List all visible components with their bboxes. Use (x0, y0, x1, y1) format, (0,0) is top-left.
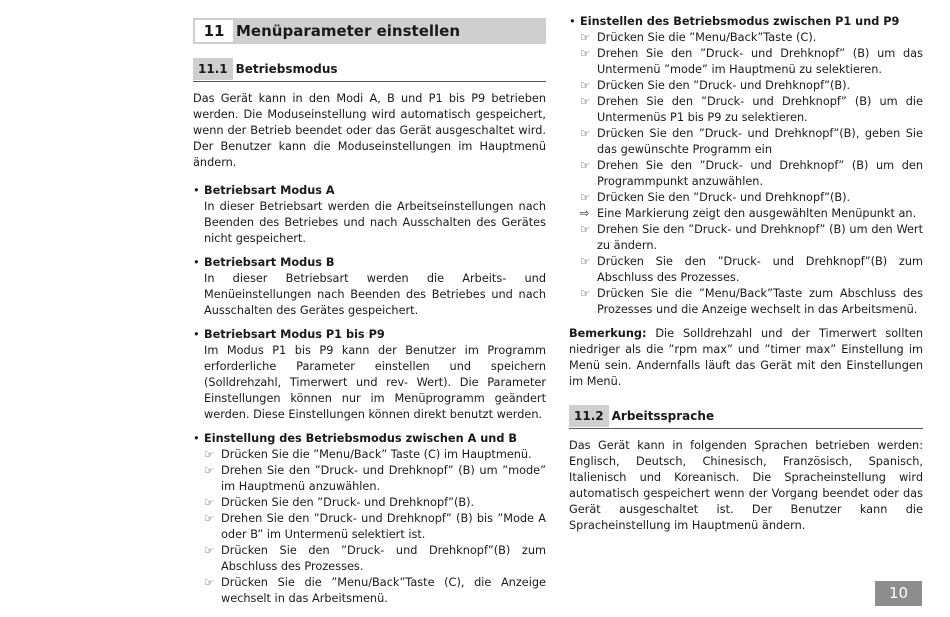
step-text: Drücken Sie den ”Druck- und Drehknopf”(B). (597, 79, 851, 92)
step-text: Eine Markierung zeigt den ausgewählten Menüpunkt an. (597, 207, 917, 220)
pointing-hand-icon: ☞ (204, 544, 215, 557)
procedure-step (580, 190, 923, 206)
pointing-hand-icon: ☞ (204, 448, 215, 461)
procedure-p1-p9 (569, 14, 923, 318)
step-text: Drücken Sie den ”Druck- und Drehknopf”(B) zum Abschluss des Prozesses. (597, 255, 923, 284)
pointing-hand-icon: ☞ (204, 464, 215, 477)
procedure-step (204, 575, 546, 607)
section-number: 11.1 (193, 58, 233, 80)
remark-text: Die Solldrehzahl und der Timerwert sollten niedriger als die ”rpm max” und ”timer max” Einstellung im Menü sein. Andernfalls läuft das Gerät mit den Einstellungen im Menü. (569, 327, 923, 388)
step-text: Drücken Sie den ”Druck- und Drehknopf”(B) zum Abschluss des Prozesses. (221, 544, 546, 573)
step-text: Drücken Sie die ”Menu/Back” Taste (C) im Hauptmenü. (221, 448, 532, 461)
procedure-step (580, 222, 923, 254)
step-text: Drehen Sie den ”Druck- und Drehknopf” (B) um den Programmpunkt anzuwählen. (597, 159, 923, 188)
step-text: Drücken Sie den ”Druck- und Drehknopf”(B). (221, 496, 475, 509)
remark-paragraph (569, 326, 923, 390)
pointing-hand-icon: ☞ (580, 287, 591, 300)
procedure-step (204, 543, 546, 575)
step-text: Drehen Sie den ”Druck- und Drehknopf” (B) um ”mode” im Hauptmenü anzuwählen. (221, 464, 546, 493)
bullet-heading: • Betriebsart Modus P1 bis P9 (204, 328, 385, 341)
bullet-heading: • Betriebsart Modus B (204, 256, 335, 269)
procedure-heading: • Einstellen des Betriebsmodus zwischen P1 und P9 (580, 15, 900, 28)
pointing-hand-icon: ☞ (204, 576, 215, 589)
right-column (569, 14, 923, 534)
procedure-step (580, 286, 923, 318)
procedure-step (204, 495, 546, 511)
left-column (193, 18, 546, 615)
language-paragraph: Das Gerät kann in folgenden Sprachen betrieben werden: Englisch, Deutsch, Chinesisch, Französisch, Spanisch, Italienisch und Koreanisch. Die Spracheinstellung wird automatisch gespeichert wenn der Vorgang beendet oder das Gerät ausgeschaltet ist. Der Benutzer kann die Spracheinstellung im Hauptmenü ändern. (569, 439, 923, 532)
intro-paragraph: Das Gerät kann in den Modi A, B und P1 bis P9 betrieben werden. Die Moduseinstellung wird automatisch gespeichert, wenn der Betrieb beendet oder das Gerät ausgeschaltet wird. Der Benutzer kann die Moduseinstellungen im Hauptmenü ändern. (193, 92, 546, 169)
procedure-step (580, 46, 923, 78)
procedure-step (580, 126, 923, 158)
procedure-step (580, 78, 923, 94)
procedure-step (580, 30, 923, 46)
bullet-modus-p (193, 327, 546, 423)
procedure-step (580, 206, 923, 222)
step-text: Drücken Sie den ”Druck- und Drehknopf”(B). (597, 191, 851, 204)
pointing-hand-icon: ☞ (580, 95, 591, 108)
section-title: Betriebsmodus (235, 62, 338, 76)
section-title: Arbeitssprache (611, 409, 715, 423)
section-heading-betriebsmodus (193, 57, 546, 82)
result-arrow-icon: ⇨ (580, 207, 590, 220)
procedure-steps (580, 30, 923, 318)
step-text: Drehen Sie den ”Druck- und Drehknopf” (B) um den Wert zu ändern. (597, 223, 923, 252)
procedure-step (204, 447, 546, 463)
pointing-hand-icon: ☞ (580, 47, 591, 60)
pointing-hand-icon: ☞ (580, 223, 591, 236)
remark-label: Bemerkung: (569, 327, 647, 340)
page-number: 10 (875, 581, 922, 606)
pointing-hand-icon: ☞ (580, 159, 591, 172)
pointing-hand-icon: ☞ (580, 79, 591, 92)
chapter-title: Menüparameter einstellen (236, 22, 461, 40)
chapter-number: 11 (195, 20, 233, 42)
section-heading-arbeitssprache (569, 404, 923, 429)
step-text: Drücken Sie die ”Menu/Back”Taste (C), die Anzeige wechselt in das Arbeitsmenü. (221, 576, 546, 605)
procedure-steps (204, 447, 546, 607)
bullet-modus-a (193, 183, 546, 247)
procedure-step (580, 158, 923, 190)
step-text: Drehen Sie den ”Druck- und Drehknopf” (B) um die Untermenüs P1 bis P9 zu selektieren. (597, 95, 923, 124)
pointing-hand-icon: ☞ (580, 127, 591, 140)
pointing-hand-icon: ☞ (580, 255, 591, 268)
step-text: Drücken Sie die ”Menu/Back”Taste (C). (597, 31, 817, 44)
pointing-hand-icon: ☞ (204, 496, 215, 509)
section-number: 11.2 (569, 405, 609, 427)
procedure-step (580, 254, 923, 286)
bullet-text: In dieser Betriebsart werden die Arbeits- und Menüeinstellungen nach Beenden des Betriebes und nach Ausschalten des Gerätes gespeichert. (204, 272, 546, 317)
pointing-hand-icon: ☞ (204, 512, 215, 525)
procedure-step (204, 463, 546, 495)
procedure-step (580, 94, 923, 126)
step-text: Drücken Sie die ”Menu/Back”Taste zum Abschluss des Prozesses und die Anzeige wechselt in das Arbeitsmenü. (597, 287, 923, 316)
step-text: Drehen Sie den ”Druck- und Drehknopf” (B) bis ”Mode A oder B” im Untermenü selektiert ist. (221, 512, 546, 541)
bullet-heading: • Betriebsart Modus A (204, 184, 335, 197)
step-text: Drücken Sie den ”Druck- und Drehknopf”(B), geben Sie das gewünschte Programm ein (597, 127, 923, 156)
bullet-modus-b (193, 255, 546, 319)
chapter-heading (193, 18, 546, 44)
procedure-heading: • Einstellung des Betriebsmodus zwischen A und B (204, 432, 517, 445)
bullet-text: In dieser Betriebsart werden die Arbeitseinstellungen nach Beenden des Betriebes und nach Ausschalten des Gerätes nicht gespeichert. (204, 200, 546, 245)
procedure-a-b (193, 431, 546, 607)
bullet-text: Im Modus P1 bis P9 kann der Benutzer im Programm erforderliche Parameter einstellen und speichern (Solldrehzahl, Timerwert und rev- Wert). Die Parameter Einstellungen können nur im Menüprogramm geändert werden. Diese Einstellungen können direkt benutzt werden. (204, 344, 546, 421)
procedure-step (204, 511, 546, 543)
pointing-hand-icon: ☞ (580, 191, 591, 204)
step-text: Drehen Sie den ”Druck- und Drehknopf” (B) um das Untermenü ”mode” im Hauptmenü zu selektieren. (597, 47, 923, 76)
pointing-hand-icon: ☞ (580, 31, 591, 44)
